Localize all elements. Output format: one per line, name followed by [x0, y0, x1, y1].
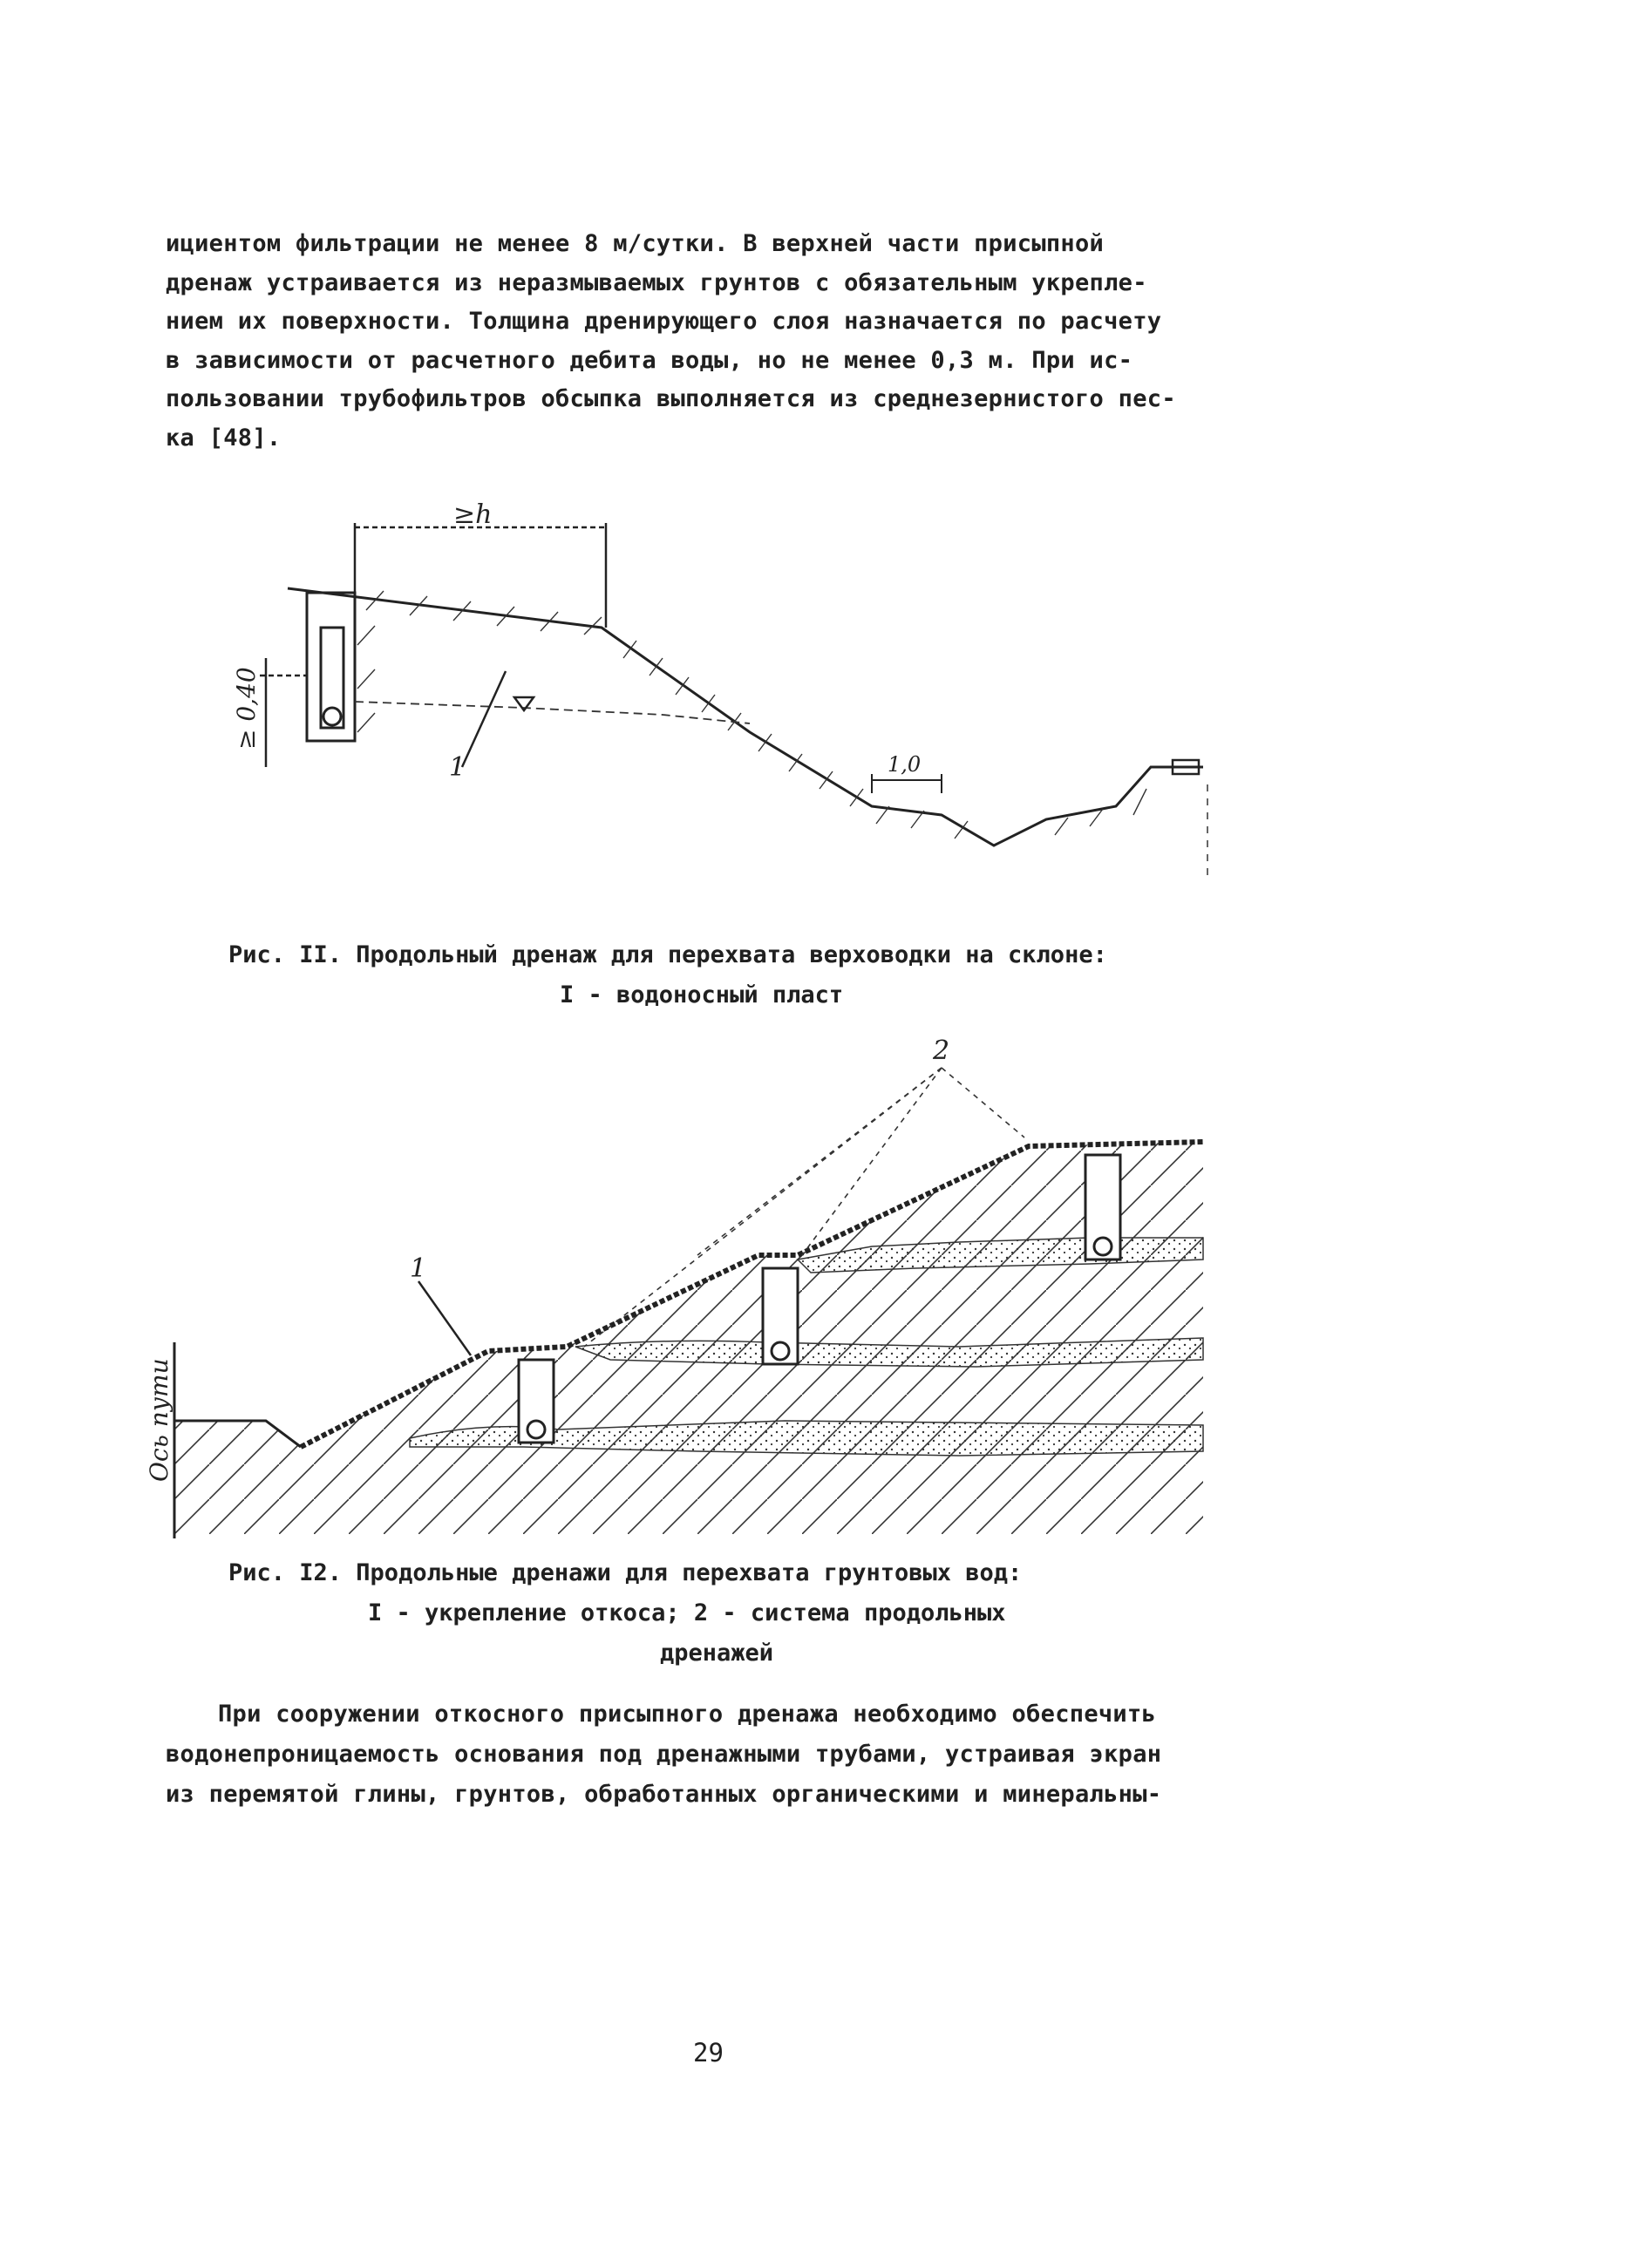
system-label: 2: [933, 1036, 950, 1066]
leader-slope: [418, 1281, 471, 1355]
caption-line: дренажей: [660, 1640, 774, 1667]
text-line: из перемятой глины, грунтов, обработанных органическими и минеральны-: [166, 1781, 1162, 1808]
text-line: нием их поверхности. Толщина дренирующего слоя назначается по расчету: [166, 308, 1162, 335]
text-line: водонепроницаемость основания под дренажными трубами, устраивая экран: [166, 1741, 1162, 1768]
caption-line: Рис. I2. Продольные дренажи для перехвата грунтовых вод:: [228, 1559, 1023, 1586]
text-line: пользовании трубофильтров обсыпка выполняется из среднезернистого пес-: [166, 385, 1176, 412]
text-line: При сооружении откосного присыпного дренажа необходимо обеспечить: [218, 1701, 1157, 1728]
caption-line: Рис. II. Продольный дренаж для перехвата верховодки на склоне:: [228, 941, 1107, 968]
text-line: дренаж устраивается из неразмываемых грунтов с обязательным укрепле-: [166, 268, 1147, 296]
dim-ditch-label: 1,0: [888, 752, 922, 777]
page-number: 29: [693, 2038, 724, 2068]
text-line: ка [48].: [166, 424, 282, 452]
text-line: в зависимости от расчетного дебита воды, но не менее 0,3 м. При ис-: [166, 346, 1133, 374]
figure-12-caption: [228, 1553, 1222, 1674]
layer-label: 1: [449, 752, 466, 783]
slope-label: 1: [410, 1253, 427, 1284]
axis-label: Ось пути: [145, 1358, 173, 1482]
caption-line: I - водоносный пласт: [560, 981, 844, 1008]
paragraph-bottom: [166, 1694, 1282, 1815]
text-line: ициентом фильтрации не менее 8 м/сутки. В верхней части присыпной: [166, 230, 1105, 257]
dim-top-label: ≥h: [453, 499, 493, 530]
dim-left-label: ≥ 0,40: [232, 667, 261, 750]
ground-mass: [174, 1142, 1203, 1534]
caption-line: I - укрепление откоса; 2 - система продольных: [368, 1599, 1006, 1626]
